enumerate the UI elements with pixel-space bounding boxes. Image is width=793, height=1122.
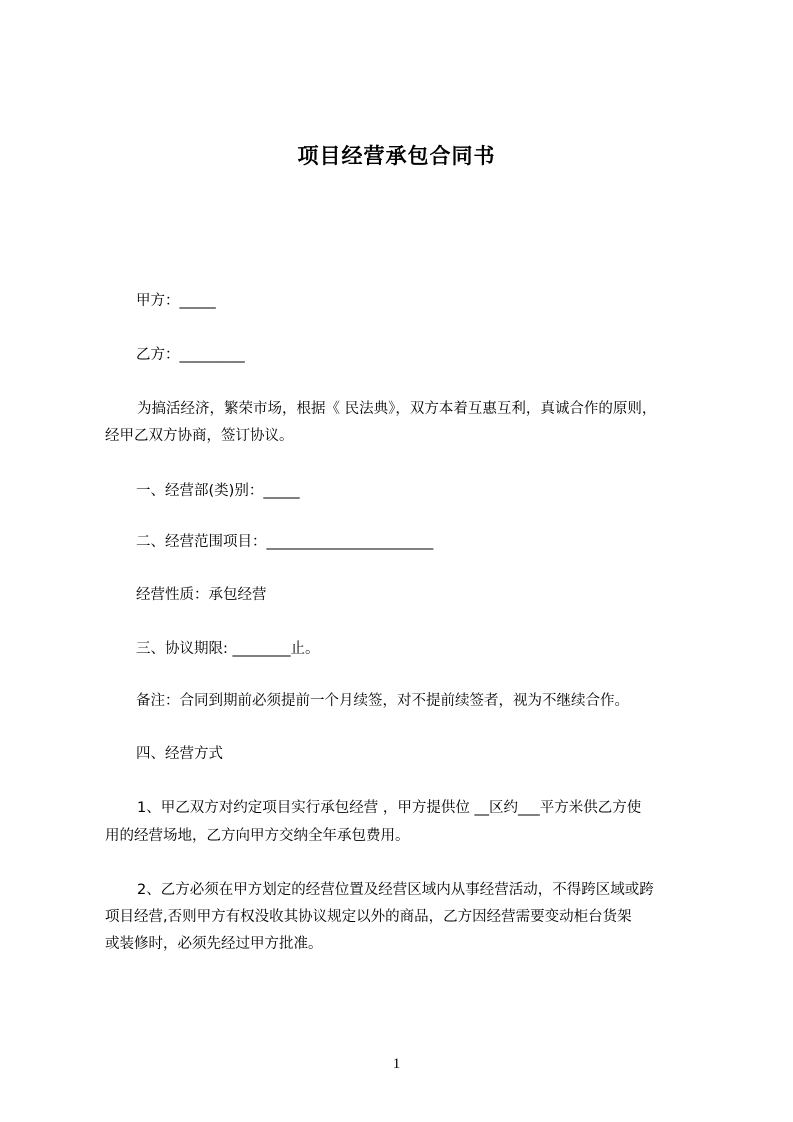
document-title: 项目经营承包合同书 [297,144,496,168]
section-4-heading: 四、经营方式 [136,746,223,762]
section-2-scope: 二、经营范围项目：_______________________ [136,534,434,550]
page-number: 1 [392,1056,401,1072]
section-1-category: 一、经营部(类)别：_____ [136,483,300,499]
party-a-line: 甲方：_____ [136,293,216,309]
item-1-line-1: 1、甲乙双方对约定项目实行承包经营 ，甲方提供位 __区约___平方米供乙方使 [137,800,642,816]
item-2-line-2: 项目经营,否则甲方有权没收其协议规定以外的商品，乙方因经营需要变动柜台货架 [105,909,632,925]
party-b-line: 乙方：_________ [136,347,245,363]
item-2-line-1: 2、乙方必须在甲方划定的经营位置及经营区域内从事经营活动，不得跨区域或跨 [137,882,654,898]
section-3-term: 三、协议期限: ________止。 [136,641,320,657]
item-1-line-2: 用的经营场地，乙方向甲方交纳全年承包费用。 [105,828,410,844]
item-2-line-3: 或装修时，必须先经过甲方批准。 [105,936,323,952]
intro-paragraph-line-2: 经甲乙双方协商，签订协议。 [105,428,294,444]
intro-paragraph-line-1: 为搞活经济，繁荣市场，根据《 民法典》，双方本着互惠互利，真诚合作的原则， [137,401,657,417]
business-nature: 经营性质：承包经营 [136,587,267,603]
remark-line: 备注：合同到期前必须提前一个月续签，对不提前续签者，视为不继续合作。 [136,693,629,709]
